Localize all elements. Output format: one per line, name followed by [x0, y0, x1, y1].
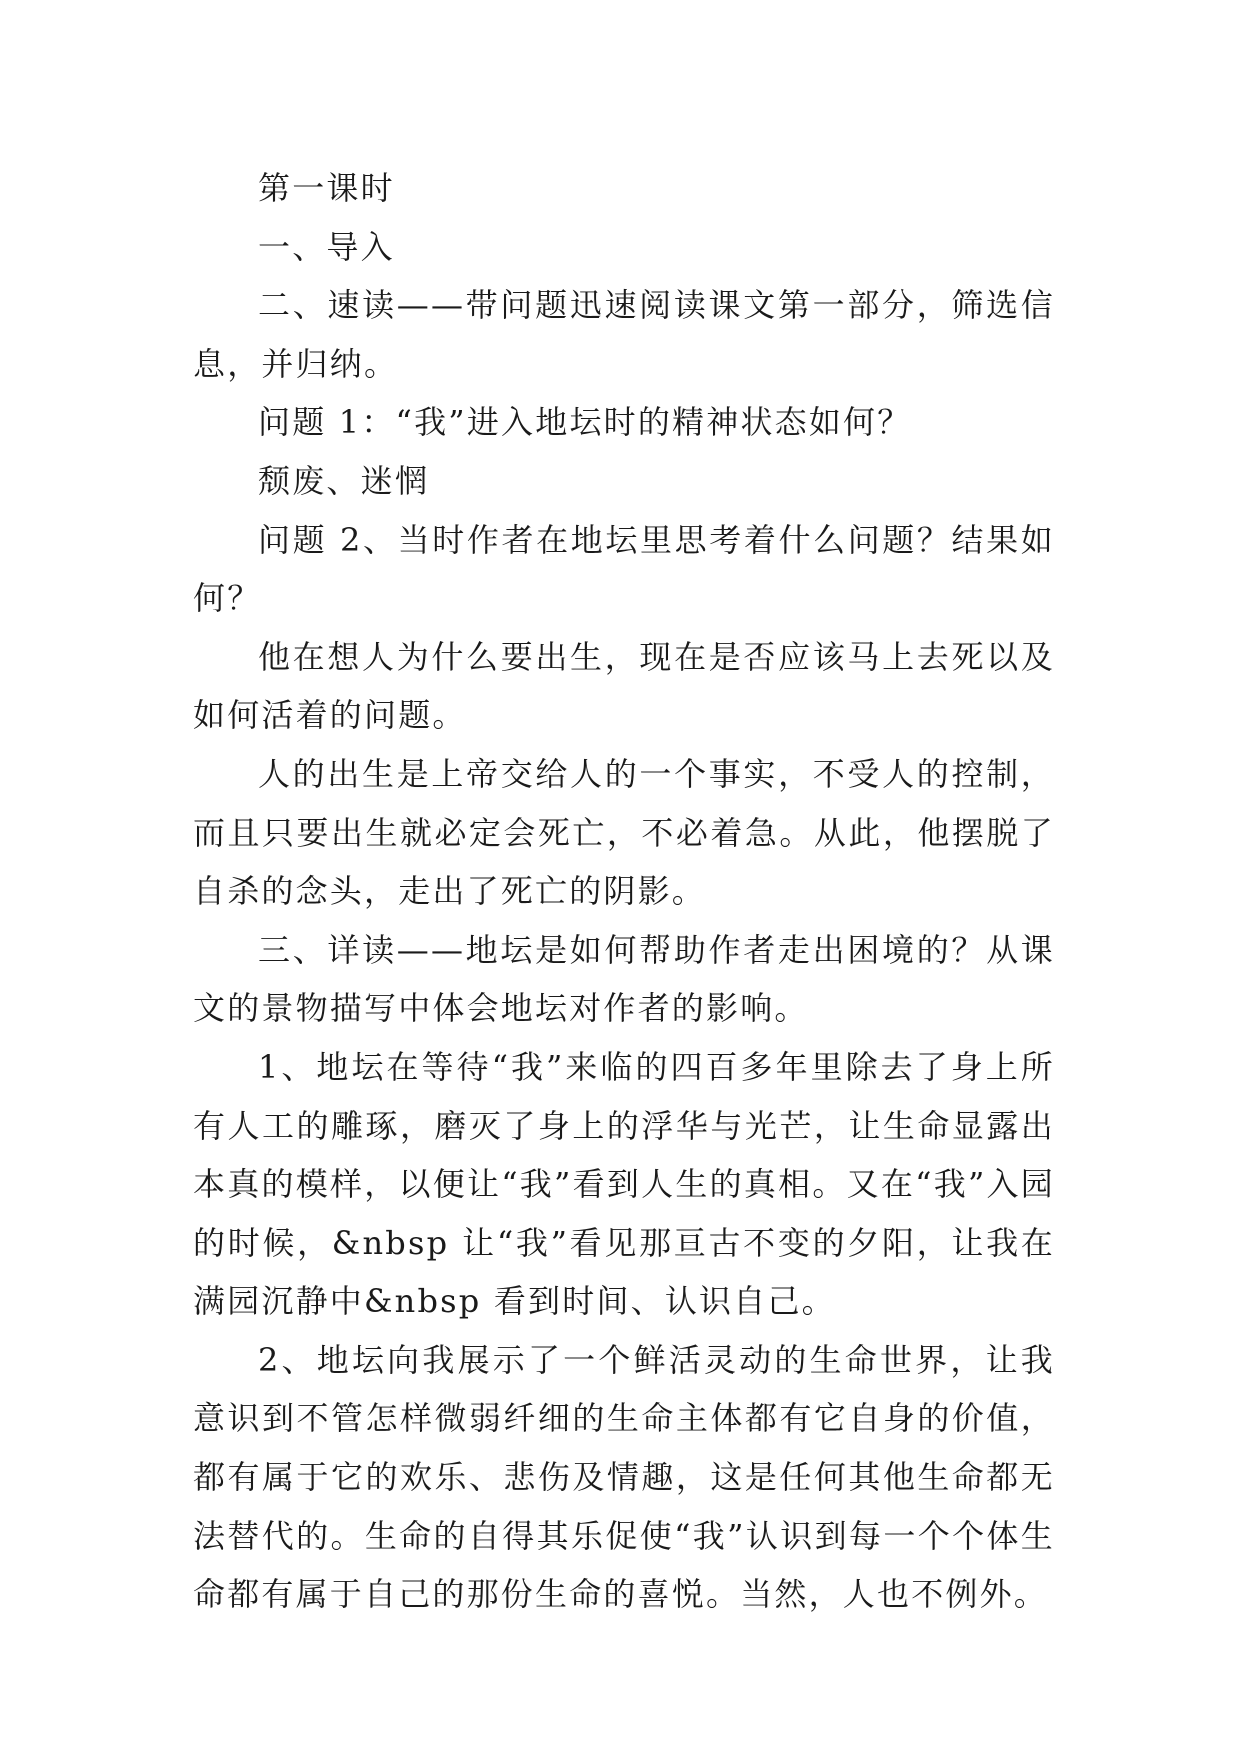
- document-body: [193, 159, 1055, 1624]
- point-2: 2、地坛向我展示了一个鲜活灵动的生命世界，让我意识到不管怎样微弱纤细的生命主体都有它自身的价值，都有属于它的欢乐、悲伤及情趣，这是任何其他生命都无法替代的。生命的自得其乐促使“我”认识到每一个个体生命都有属于自己的那份生命的喜悦。当然，人也不例外。: [193, 1340, 1055, 1614]
- section-heading-detailed-reading: 三、详读——地坛是如何帮助作者走出困境的？从课文的景物描写中体会地坛对作者的影响。: [193, 930, 1055, 1028]
- section-heading-intro: 一、导入: [258, 227, 395, 266]
- section-heading-lesson: 第一课时: [258, 169, 395, 207]
- answer-2-part-2: 人的出生是上帝交给人的一个事实，不受人的控制，而且只要出生就必定会死亡，不必着急。从此，他摆脱了自杀的念头，走出了死亡的阴影。: [193, 754, 1055, 911]
- point-1: 1、地坛在等待“我”来临的四百多年里除去了身上所有人工的雕琢，磨灭了身上的浮华与光芒，让生命显露出本真的模样，以便让“我”看到人生的真相。又在“我”入园的时候，&nbsp 让“我”看见那亘古不变的夕阳，让我在满园沉静中&nbsp 看到时间、认识自己。: [193, 1047, 1055, 1321]
- question-2: 问题 2、当时作者在地坛里思考着什么问题？结果如何？: [193, 520, 1055, 618]
- section-heading-speed-reading: 二、速读——带问题迅速阅读课文第一部分，筛选信息，并归纳。: [193, 286, 1055, 383]
- answer-2-part-1: 他在想人为什么要出生，现在是否应该马上去死以及如何活着的问题。: [193, 637, 1055, 735]
- question-1: 问题 1：“我”进入地坛时的精神状态如何？: [258, 403, 912, 442]
- answer-1: 颓废、迷惘: [258, 461, 430, 500]
